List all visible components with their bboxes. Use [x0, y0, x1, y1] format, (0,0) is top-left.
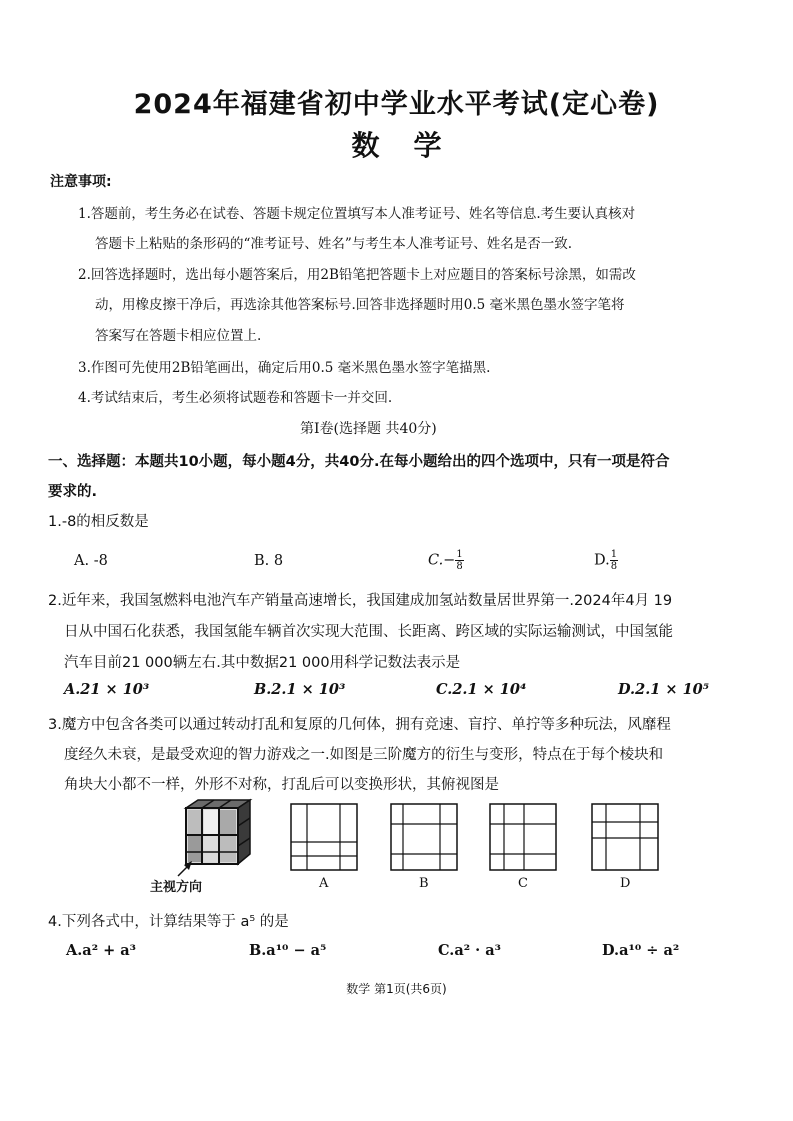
subject-title: 数学	[351, 129, 476, 162]
denominator: 8	[610, 561, 618, 572]
section-header: 第Ⅰ卷(选择题 共40分)	[300, 421, 437, 437]
question-3-line: 3.魔方中包含各类可以通过转动打乱和复原的几何体，拥有竞速、盲拧、单拧等多种玩法，风靡程	[48, 717, 671, 733]
question-1-stem: 1.-8的相反数是	[48, 514, 149, 530]
page-footer: 数学 第1页(共6页)	[346, 982, 447, 996]
notice-item: 3.作图可先使用2B铅笔画出，确定后用0.5 毫米黑色墨水签字笔描黑.	[78, 360, 491, 376]
notice-item: 动，用橡皮擦干净后，再选涂其他答案标号.回答非选择题时用0.5 毫米黑色墨水签字笔将	[95, 297, 625, 313]
exam-title: 2024年福建省初中学业水平考试(定心卷)	[133, 89, 660, 120]
q3-label-a: A	[319, 876, 329, 891]
fraction	[610, 549, 618, 572]
q4-option-d: D.a¹⁰ ÷ a²	[602, 942, 680, 959]
q3-option-c-view	[490, 804, 556, 870]
q2-option-b: B.2.1 × 10³	[254, 681, 346, 698]
q2-option-a: A.21 × 10³	[64, 681, 150, 698]
q1-option-d-prefix: D.	[594, 552, 610, 569]
question-4-stem: 4.下列各式中，计算结果等于 a⁵ 的是	[48, 914, 289, 930]
notice-item: 4.考试结束后，考生必须将试题卷和答题卡一并交回.	[78, 390, 393, 406]
q4-option-b: B.a¹⁰ − a⁵	[249, 942, 327, 959]
question-2-line: 汽车目前21 000辆左右.其中数据21 000用科学记数法表示是	[64, 655, 461, 671]
q3-option-a-view	[291, 804, 357, 870]
question-3-line: 角块大小都不一样，外形不对称，打乱后可以变换形状，其俯视图是	[64, 777, 499, 793]
notice-item: 答案写在答题卡相应位置上.	[95, 328, 262, 344]
fraction	[455, 549, 463, 572]
view-direction-caption: 主视方向	[150, 880, 203, 895]
notice-item: 2.回答选择题时，选出每小题答案后，用2B铅笔把答题卡上对应题目的答案标号涂黑，如需改	[78, 267, 636, 283]
denominator: 8	[456, 561, 463, 572]
q1-option-c	[428, 549, 464, 572]
q4-option-a: A.a² + a³	[66, 942, 137, 959]
question-2-line: 2.近年来，我国氢燃料电池汽车产销量高速增长，我国建成加氢站数量居世界第一.2024年4月 19	[48, 593, 673, 609]
numerator: 1	[456, 549, 463, 560]
question-2-line: 日从中国石化获悉，我国氢能车辆首次实现大范围、长距离、跨区域的实际运输测试，中国氢能	[64, 624, 673, 640]
question-3-line: 度经久未衰，是最受欢迎的智力游戏之一.如图是三阶魔方的衍生与变形，特点在于每个棱块和	[64, 747, 664, 763]
q3-label-d: D	[620, 876, 631, 891]
part1-instructions: 一、选择题：本题共10小题，每小题4分，共40分.在每小题给出的四个选项中，只有一项是符合	[48, 454, 670, 470]
q3-figure	[150, 796, 670, 896]
notice-heading: 注意事项:	[50, 174, 112, 190]
q1-option-a: A. -8	[74, 553, 108, 569]
q4-option-c: C.a² · a³	[438, 942, 501, 959]
notice-item: 答题卡上粘贴的条形码的“准考证号、姓名”与考生本人准考证号、姓名是否一致.	[95, 236, 573, 252]
q3-option-b-view	[391, 804, 457, 870]
q1-option-c-prefix: C.−	[428, 552, 456, 569]
q1-option-b: B. 8	[254, 553, 284, 569]
q2-option-c: C.2.1 × 10⁴	[436, 681, 527, 698]
q3-option-d-view	[592, 804, 658, 870]
part1-instructions-cont: 要求的.	[48, 484, 98, 500]
notice-item: 1.答题前，考生务必在试卷、答题卡规定位置填写本人准考证号、姓名等信息.考生要认真核对	[78, 206, 636, 222]
q3-label-c: C	[518, 876, 528, 891]
q2-option-d: D.2.1 × 10⁵	[618, 681, 710, 698]
numerator: 1	[610, 549, 618, 560]
rubiks-mirror-cube-illustration	[186, 800, 250, 864]
q1-option-d	[594, 549, 618, 572]
q3-label-b: B	[419, 876, 429, 891]
